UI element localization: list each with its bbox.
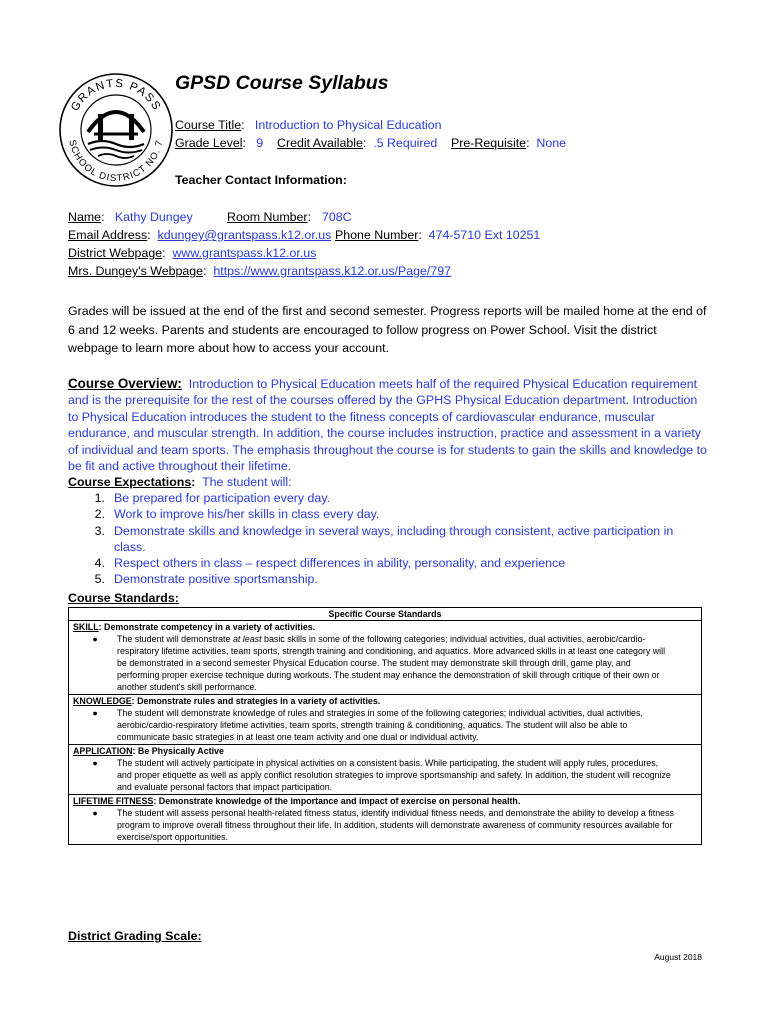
grade-level-row: Grade Level: 9 xyxy=(175,136,264,150)
email-row: Email Address: kdungey@grantspass.k12.or.us xyxy=(68,228,332,242)
bullet-icon: ● xyxy=(92,758,98,768)
room-label: Room Number xyxy=(227,210,308,224)
list-item: 4. Respect others in class – respect differences in ability, personality, and experience xyxy=(94,556,566,571)
teacher-contact-heading: Teacher Contact Information: xyxy=(175,173,347,187)
course-expectations-list xyxy=(68,490,708,588)
teacher-webpage-label: Mrs. Dungey's Webpage xyxy=(68,264,204,278)
prereq-row: Pre-Requisite: None xyxy=(451,136,567,150)
room-row: Room Number: xyxy=(227,210,312,224)
prereq-value: None xyxy=(536,136,567,150)
district-grading-scale-heading: District Grading Scale: xyxy=(68,929,202,943)
phone-row: Phone Number: 474-5710 Ext 10251 xyxy=(335,228,541,242)
bullet-icon: ● xyxy=(92,808,98,818)
table-row: LIFETIME FITNESS: Demonstrate knowledge of the importance and impact of exercise on personal health. ● The student will assess personal health-related fitness status, identify individual fitness needs, and demonstrate the ability to develop a fitness program to improve overall fitness throughout their life. In addition, students will demonstrate awareness of community resources available for exercise/sport opportunities. xyxy=(69,795,702,845)
table-row: KNOWLEDGE: Demonstrate rules and strategies in a variety of activities. ● The student will demonstrate knowledge of rules and strategies in some of the following categories; individual activities, dual activities, aerobic/cardio-respiratory lifetime activities, team sports, strength training & conditioning, aquatics. The student will also be able to communicate basic strategies in at least one team activity and one dual or individual activity. xyxy=(69,695,702,745)
bullet-icon: ● xyxy=(92,708,98,718)
course-standards-table xyxy=(68,607,702,845)
course-overview-text: Introduction to Physical Education meets half of the required Physical Education requirement and is the prerequisite for the rest of the courses offered by the GPHS Physical Education department. Introduction to Physical Education introduces the student to the fitness concepts of cardiovascular endurance, muscular endurance, and muscular strength. In addition, the course includes instruction, practice and assessment in a variety of individual and team sports. The emphasis throughout the course is for students to gain the skills and knowledge to be fit and active throughout their lifetime. xyxy=(68,377,707,474)
list-item: 5. Demonstrate positive sportsmanship. xyxy=(94,572,318,587)
bullet-icon: ● xyxy=(92,634,98,644)
course-standards-heading: Course Standards: xyxy=(68,591,179,605)
name-row: Name: Kathy Dungey xyxy=(68,210,193,224)
table-caption: Specific Course Standards xyxy=(69,608,702,621)
prereq-label: Pre-Requisite xyxy=(451,136,527,150)
district-seal-logo xyxy=(58,72,174,188)
section-title: : Demonstrate competency in a variety of activities. xyxy=(98,622,316,632)
page-title: GPSD Course Syllabus xyxy=(175,72,389,94)
credit-value: .5 Required xyxy=(373,136,438,150)
section-key: LIFETIME FITNESS xyxy=(73,796,154,806)
district-webpage-link[interactable]: www.grantspass.k12.or.us xyxy=(172,246,317,260)
grade-level-label: Grade Level xyxy=(175,136,243,150)
section-title: : Demonstrate rules and strategies in a variety of activities. xyxy=(131,696,381,706)
table-row: SKILL: Demonstrate competency in a variety of activities. ● The student will demonstrate at least basic skills in some of the following categories; individual activities, dual activities, aerobic/cardio-respiratory lifetime activities, team sports, strength training and conditioning, and aquatics. More advanced skills in at least one category will be demonstrated in a second semester Physical Education course. The student may demonstrate skill through drill, game play, and performing proper exercise technique during workouts. The student may enhance the demonstration of skill through critique of their own or another student's skill performance. xyxy=(69,621,702,695)
section-key: SKILL xyxy=(73,622,99,632)
email-label: Email Address xyxy=(68,228,148,242)
section-key: KNOWLEDGE xyxy=(73,696,132,706)
course-expectations-intro: The student will: xyxy=(202,475,292,489)
list-item: 3. Demonstrate skills and knowledge in several ways, including through consistent, active participation in class. xyxy=(94,523,674,554)
email-link[interactable]: kdungey@grantspass.k12.or.us xyxy=(157,228,332,242)
svg-text:GRANTS PASS: GRANTS PASS xyxy=(69,77,163,114)
footer-date: August 2018 xyxy=(654,952,702,962)
course-title-value: Introduction to Physical Education xyxy=(254,118,442,132)
course-expectations-heading: Course Expectations xyxy=(68,475,192,489)
course-overview-heading: Course Overview: xyxy=(68,376,182,391)
section-title: : Demonstrate knowledge of the importance and impact of exercise on personal health. xyxy=(153,796,521,806)
list-item: 2. Work to improve his/her skills in class every day. xyxy=(94,507,380,522)
svg-text:SCHOOL DISTRICT NO. 7: SCHOOL DISTRICT NO. 7 xyxy=(66,138,166,185)
district-webpage-label: District Webpage xyxy=(68,246,163,260)
teacher-webpage-row: Mrs. Dungey's Webpage: https://www.grantspass.k12.or.us/Page/797 xyxy=(68,264,452,278)
credit-row: Credit Available: .5 Required xyxy=(277,136,438,150)
table-row: APPLICATION: Be Physically Active ● The student will actively participate in physical activities on a consistent basis. While participating, the student will apply rules, procedures, and proper etiquette as well as apply conflict resolution strategies to improve sportsmanship and safety. In addition, the student will recognize and evaluate personal factors that impact participation. xyxy=(69,745,702,795)
course-overview xyxy=(68,376,708,474)
credit-label: Credit Available xyxy=(277,136,363,150)
district-webpage-row: District Webpage: www.grantspass.k12.or.us xyxy=(68,246,317,260)
phone-value: 474-5710 Ext 10251 xyxy=(428,228,541,242)
grade-level-value: 9 xyxy=(256,136,264,150)
name-label: Name xyxy=(68,210,102,224)
phone-label: Phone Number xyxy=(335,228,419,242)
district-seal-icon xyxy=(58,72,174,188)
course-title-label: Course Title xyxy=(175,118,242,132)
teacher-webpage-link[interactable]: https://www.grantspass.k12.or.us/Page/797 xyxy=(213,264,452,278)
grades-paragraph: Grades will be issued at the end of the first and second semester. Progress reports will be mailed home at the end of 6 and 12 weeks. Parents and students are encouraged to follow progress on Power School. Visit the district webpage to learn more about how to access your account. xyxy=(68,304,707,355)
section-title: : Be Physically Active xyxy=(132,746,224,756)
name-value: Kathy Dungey xyxy=(114,210,193,224)
room-value: 708C xyxy=(322,210,352,224)
course-title-row: Course Title: Introduction to Physical Education xyxy=(175,118,442,132)
course-expectations-heading-row: Course Expectations: The student will: xyxy=(68,475,292,489)
list-item: 1. Be prepared for participation every day. xyxy=(94,491,331,505)
section-key: APPLICATION xyxy=(73,746,133,756)
